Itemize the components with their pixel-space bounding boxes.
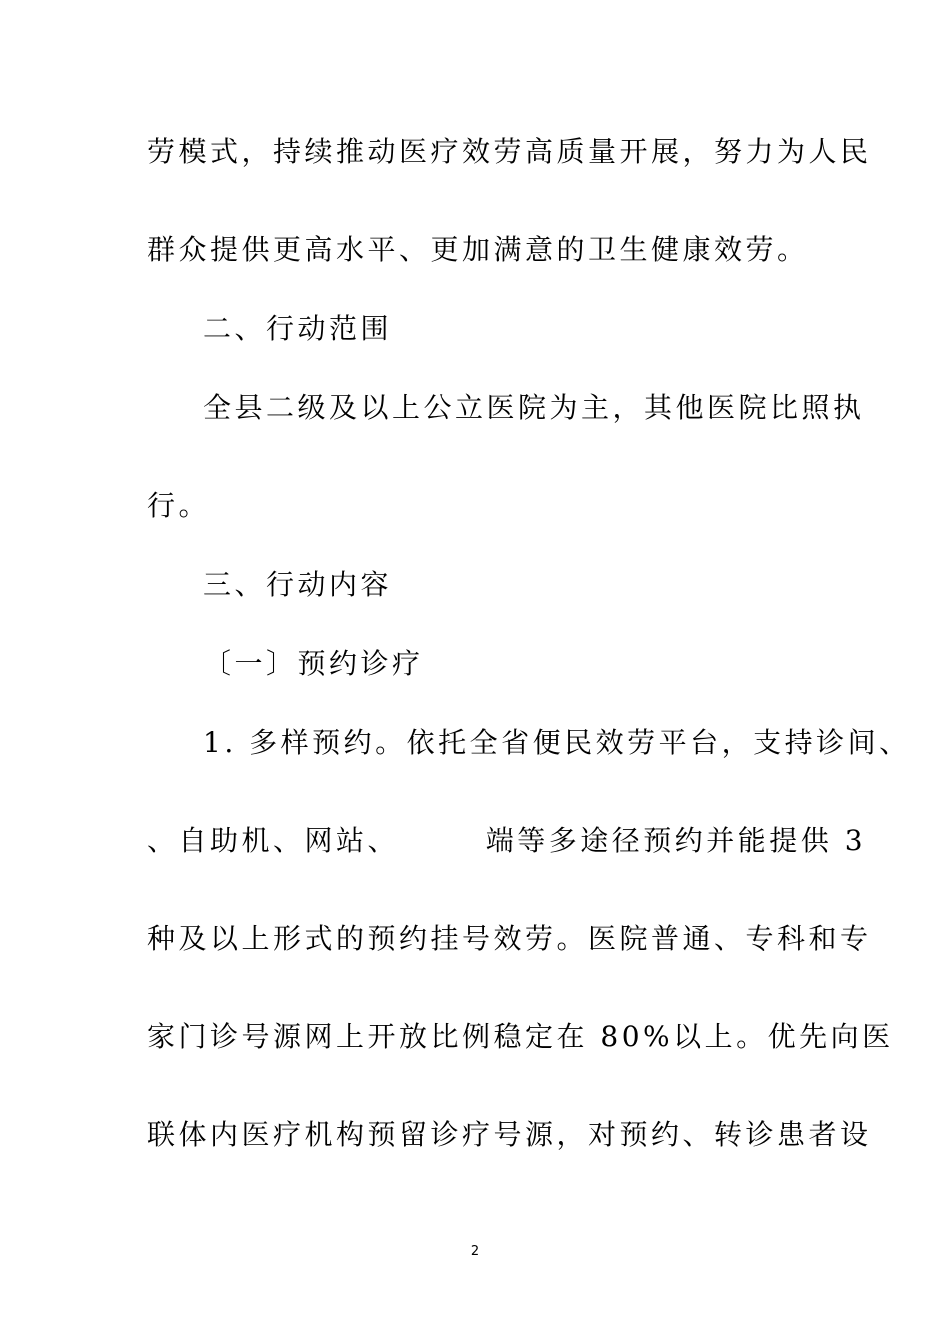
subsection-heading: 〔一〕预约诊疗 [203,647,424,680]
section-heading: 二、行动范围 [203,312,393,345]
body-text-line: 劳模式，持续推动医疗效劳高质量开展，努力为人民 [147,135,872,168]
page-number: 2 [470,1244,480,1259]
body-text-line: 行。 [147,489,211,522]
body-text-line: 联体内医疗机构预留诊疗号源，对预约、转诊患者设 [147,1118,872,1151]
body-text-line: 1. 多样预约。依托全省便民效劳平台，支持诊间、 [203,726,911,759]
body-text-line: 家门诊号源网上开放比例稳定在 80%以上。优先向医 [147,1020,894,1053]
body-text-line: 全县二级及以上公立医院为主，其他医院比照执 [203,391,865,424]
body-text-line: 种及以上形式的预约挂号效劳。医院普通、专科和专 [147,922,872,955]
section-heading: 三、行动内容 [203,568,393,601]
body-text-line: 、自助机、网站、 端等多途径预约并能提供 3 [147,824,867,857]
body-text-line: 群众提供更高水平、更加满意的卫生健康效劳。 [147,233,809,266]
